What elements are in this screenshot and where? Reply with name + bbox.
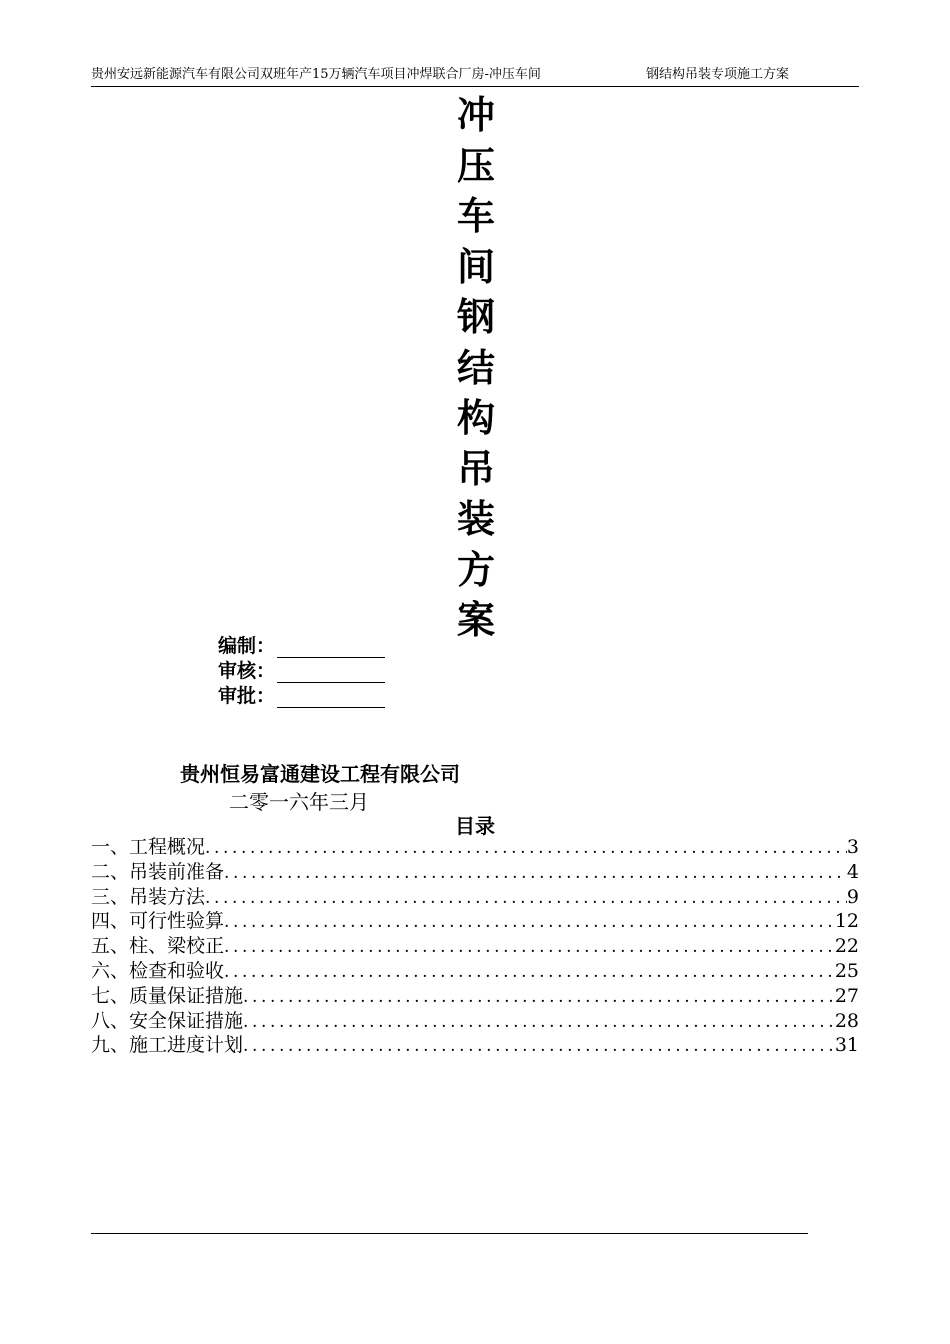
document-date: 二零一六年三月 xyxy=(229,790,369,814)
toc-item-label: 九、施工进度计划 xyxy=(91,1034,244,1057)
running-header xyxy=(91,66,859,87)
title-char: 车 xyxy=(456,194,495,238)
toc-item[interactable] xyxy=(91,984,859,1009)
toc-item-page: 9 xyxy=(846,885,859,908)
toc-item-page: 31 xyxy=(834,1034,859,1057)
title-char: 结 xyxy=(456,345,495,390)
title-char: 间 xyxy=(456,244,495,289)
toc-item-page: 22 xyxy=(834,935,859,958)
title-char: 冲 xyxy=(456,93,495,137)
header-project-name: 贵州安远新能源汽车有限公司双班年产15万辆汽车项目冲焊联合厂房-冲压车间 xyxy=(91,67,541,82)
toc-item[interactable] xyxy=(91,909,859,934)
toc-item-label: 三、吊装方法 xyxy=(91,885,206,908)
title-char: 装 xyxy=(456,497,495,541)
company-name: 贵州恒易富通建设工程有限公司 xyxy=(180,762,460,786)
toc-item-label: 八、安全保证措施 xyxy=(91,1009,244,1032)
toc-item-label: 二、吊装前准备 xyxy=(91,860,225,883)
toc-item-label: 五、柱、梁校正 xyxy=(91,935,225,958)
toc-leader-dots xyxy=(224,960,835,985)
toc-item-page: 25 xyxy=(834,959,859,982)
toc-item-label: 四、可行性验算 xyxy=(91,910,225,933)
signoff-compile xyxy=(218,634,385,658)
signoff-compile-blank xyxy=(277,637,385,658)
toc-item[interactable] xyxy=(91,860,859,885)
vertical-title xyxy=(452,90,500,646)
toc-leader-dots xyxy=(205,836,847,861)
signoff-review xyxy=(218,659,385,683)
toc-leader-dots xyxy=(205,886,847,911)
toc-item-label: 一、工程概况 xyxy=(91,836,206,858)
toc-item-page: 27 xyxy=(834,984,859,1007)
toc-item-label: 七、质量保证措施 xyxy=(91,984,244,1007)
toc-item-page: 12 xyxy=(834,910,859,933)
toc-leader-dots xyxy=(243,1034,835,1059)
toc-item[interactable] xyxy=(91,885,859,910)
toc-item[interactable] xyxy=(91,1033,859,1058)
toc-item-page: 4 xyxy=(846,860,859,883)
title-char: 压 xyxy=(456,143,495,188)
toc-item-label: 六、检查和验收 xyxy=(91,959,225,982)
toc-item[interactable] xyxy=(91,959,859,984)
toc-item[interactable] xyxy=(91,934,859,959)
toc-leader-dots xyxy=(243,1010,835,1035)
table-of-contents xyxy=(91,835,859,1058)
footer-rule xyxy=(91,1233,808,1234)
toc-item-page: 3 xyxy=(846,836,859,858)
header-document-name: 钢结构吊装专项施工方案 xyxy=(646,67,790,82)
toc-leader-dots xyxy=(224,935,835,960)
toc-leader-dots xyxy=(224,861,847,886)
title-char: 吊 xyxy=(456,446,495,491)
signoff-approve-blank xyxy=(277,687,385,708)
title-char: 案 xyxy=(456,598,495,642)
title-char: 构 xyxy=(456,396,495,440)
toc-leader-dots xyxy=(243,985,835,1010)
title-char: 钢 xyxy=(456,295,495,339)
toc-leader-dots xyxy=(224,910,835,935)
signoff-review-label: 审核： xyxy=(218,660,276,682)
toc-title: 目录 xyxy=(455,814,495,838)
toc-item[interactable] xyxy=(91,1009,859,1034)
title-char: 方 xyxy=(456,547,495,592)
toc-item[interactable] xyxy=(91,835,859,860)
signoff-compile-label: 编制： xyxy=(218,635,276,657)
signoff-review-blank xyxy=(277,662,385,683)
signoff-approve xyxy=(218,684,385,708)
signoff-approve-label: 审批： xyxy=(218,685,276,707)
toc-item-page: 28 xyxy=(834,1009,859,1032)
